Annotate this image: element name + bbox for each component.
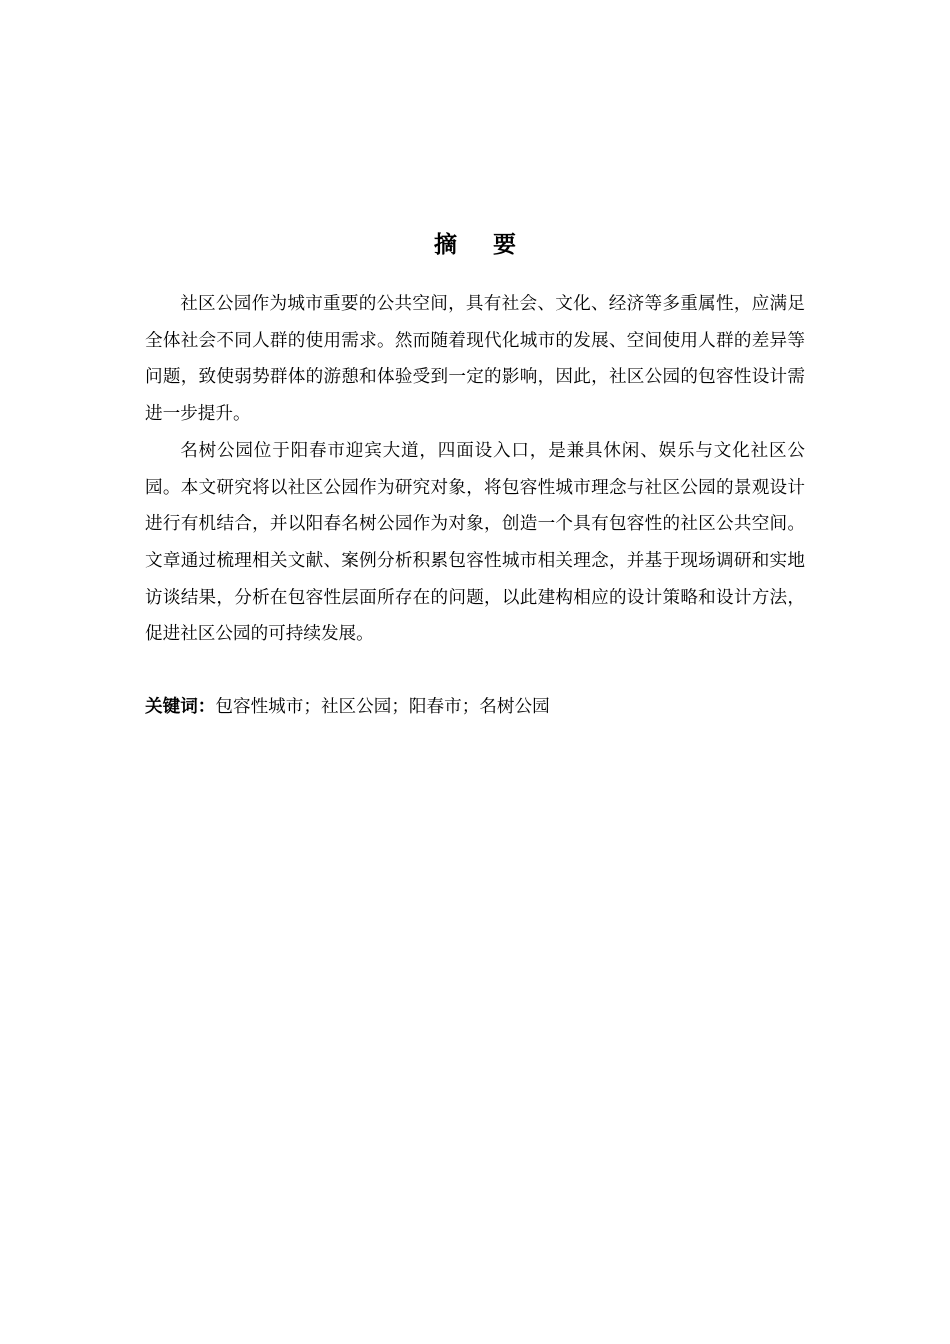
keywords-line <box>145 690 805 724</box>
abstract-paragraph-2: 名树公园位于阳春市迎宾大道，四面设入口，是兼具休闲、娱乐与文化社区公园。本文研究将以社区公园作为研究对象，将包容性城市理念与社区公园的景观设计进行有机结合，并以阳春名树公园作为对象，创造一个具有包容性的社区公共空间。文章通过梳理相关文献、案例分析积累包容性城市相关理念，并基于现场调研和实地访谈结果，分析在包容性层面所存在的问题，以此建构相应的设计策略和设计方法，促进社区公园的可持续发展。 <box>145 440 805 645</box>
keywords-list: 包容性城市；社区公园；阳春市；名树公园 <box>215 697 550 717</box>
abstract-body <box>145 286 805 653</box>
abstract-title: 摘 要 <box>433 232 530 258</box>
abstract-paragraph-1: 社区公园作为城市重要的公共空间，具有社会、文化、经济等多重属性，应满足全体社会不同人群的使用需求。然而随着现代化城市的发展、空间使用人群的差异等问题，致使弱势群体的游憩和体验受到一定的影响，因此，社区公园的包容性设计需进一步提升。 <box>145 294 805 425</box>
keywords-label: 关键词： <box>145 697 216 717</box>
